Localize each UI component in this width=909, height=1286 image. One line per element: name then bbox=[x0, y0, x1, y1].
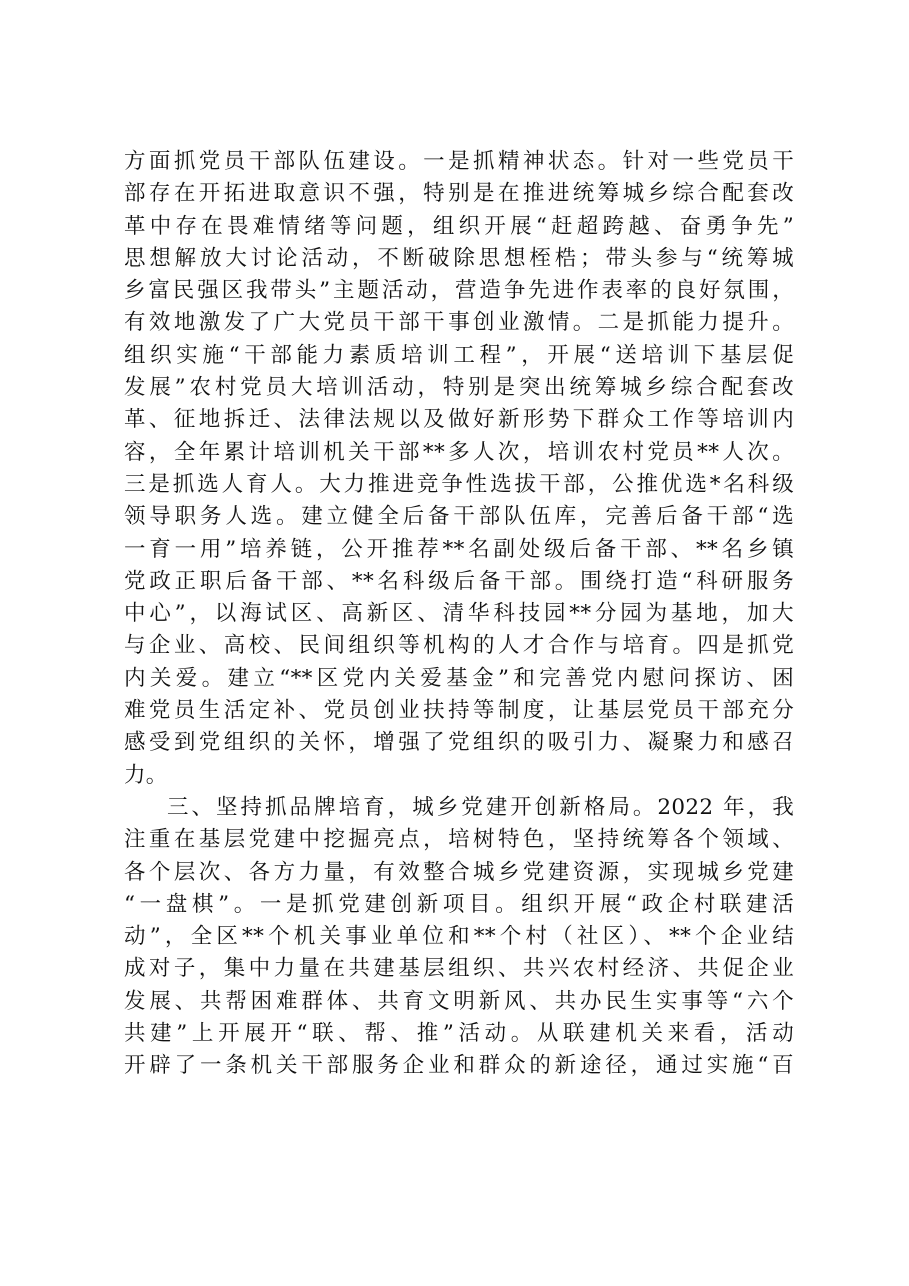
text-line: 乡富民强区我带头”主题活动，营造争先进作表率的良好氛围， bbox=[124, 278, 794, 304]
text-line: 注重在基层党建中挖掘亮点，培树特色，坚持统筹各个领域、 bbox=[124, 827, 794, 853]
document-body bbox=[124, 146, 794, 1083]
text-line: 方面抓党员干部队伍建设。一是抓精神状态。针对一些党员干 bbox=[124, 149, 794, 174]
paragraph-cadre-team-building bbox=[124, 146, 794, 792]
text-line: 有效地激发了广大党员干部干事创业激情。二是抓能力提升。 bbox=[124, 310, 794, 336]
text-line: 发展、共帮困难群体、共育文明新风、共办民生实事等“六个 bbox=[124, 988, 794, 1014]
text-line: 革中存在畏难情绪等问题，组织开展“赶超跨越、奋勇争先” bbox=[124, 213, 794, 239]
text-line: 领导职务人选。建立健全后备干部队伍库，完善后备干部“选 bbox=[124, 504, 794, 530]
text-line: 容，全年累计培训机关干部**多人次，培训农村党员**人次。 bbox=[124, 439, 794, 465]
text-line: 共建”上开展开“联、帮、推”活动。从联建机关来看，活动 bbox=[124, 1021, 794, 1047]
text-line: 力。 bbox=[124, 762, 168, 788]
text-line: 与企业、高校、民间组织等机构的人才合作与培育。四是抓党 bbox=[124, 633, 794, 659]
text-line: 难党员生活定补、党员创业扶持等制度，让基层党员干部充分 bbox=[124, 698, 794, 724]
text-line: 一育一用”培养链，公开推荐**名副处级后备干部、**名乡镇 bbox=[124, 536, 794, 562]
text-line: 党政正职后备干部、**名科级后备干部。围绕打造“科研服务 bbox=[124, 568, 794, 594]
text-line: 各个层次、各方力量，有效整合城乡党建资源，实现城乡党建 bbox=[124, 859, 794, 885]
text-line: 思想解放大讨论活动，不断破除思想桎梏；带头参与“统筹城 bbox=[124, 245, 794, 271]
text-line: 开辟了一条机关干部服务企业和群众的新途径，通过实施“百 bbox=[124, 1053, 794, 1079]
paragraph-brand-building bbox=[124, 792, 794, 1083]
text-line: 发展”农村党员大培训活动，特别是突出统筹城乡综合配套改 bbox=[124, 375, 794, 401]
text-line: 组织实施“干部能力素质培训工程”，开展“送培训下基层促 bbox=[124, 342, 794, 368]
text-line: 部存在开拓进取意识不强，特别是在推进统筹城乡综合配套改 bbox=[124, 181, 794, 207]
text-line: 感受到党组织的关怀，增强了党组织的吸引力、凝聚力和感召 bbox=[124, 730, 794, 756]
section-heading-line: 三、坚持抓品牌培育，城乡党建开创新格局。2022 年，我 bbox=[167, 794, 794, 820]
text-line: 中心”，以海试区、高新区、清华科技园**分园为基地，加大 bbox=[124, 601, 794, 627]
text-line: 成对子，集中力量在共建基层组织、共兴农村经济、共促企业 bbox=[124, 956, 794, 982]
text-line: 革、征地拆迁、法律法规以及做好新形势下群众工作等培训内 bbox=[124, 407, 794, 433]
text-line: 内关爱。建立“**区党内关爱基金”和完善党内慰问探访、困 bbox=[124, 665, 794, 691]
text-line: “一盘棋”。一是抓党建创新项目。组织开展“政企村联建活 bbox=[124, 891, 794, 917]
text-line: 动”，全区**个机关事业单位和**个村（社区）、**个企业结 bbox=[124, 924, 794, 950]
text-line: 三是抓选人育人。大力推进竞争性选拔干部，公推优选*名科级 bbox=[124, 471, 794, 497]
